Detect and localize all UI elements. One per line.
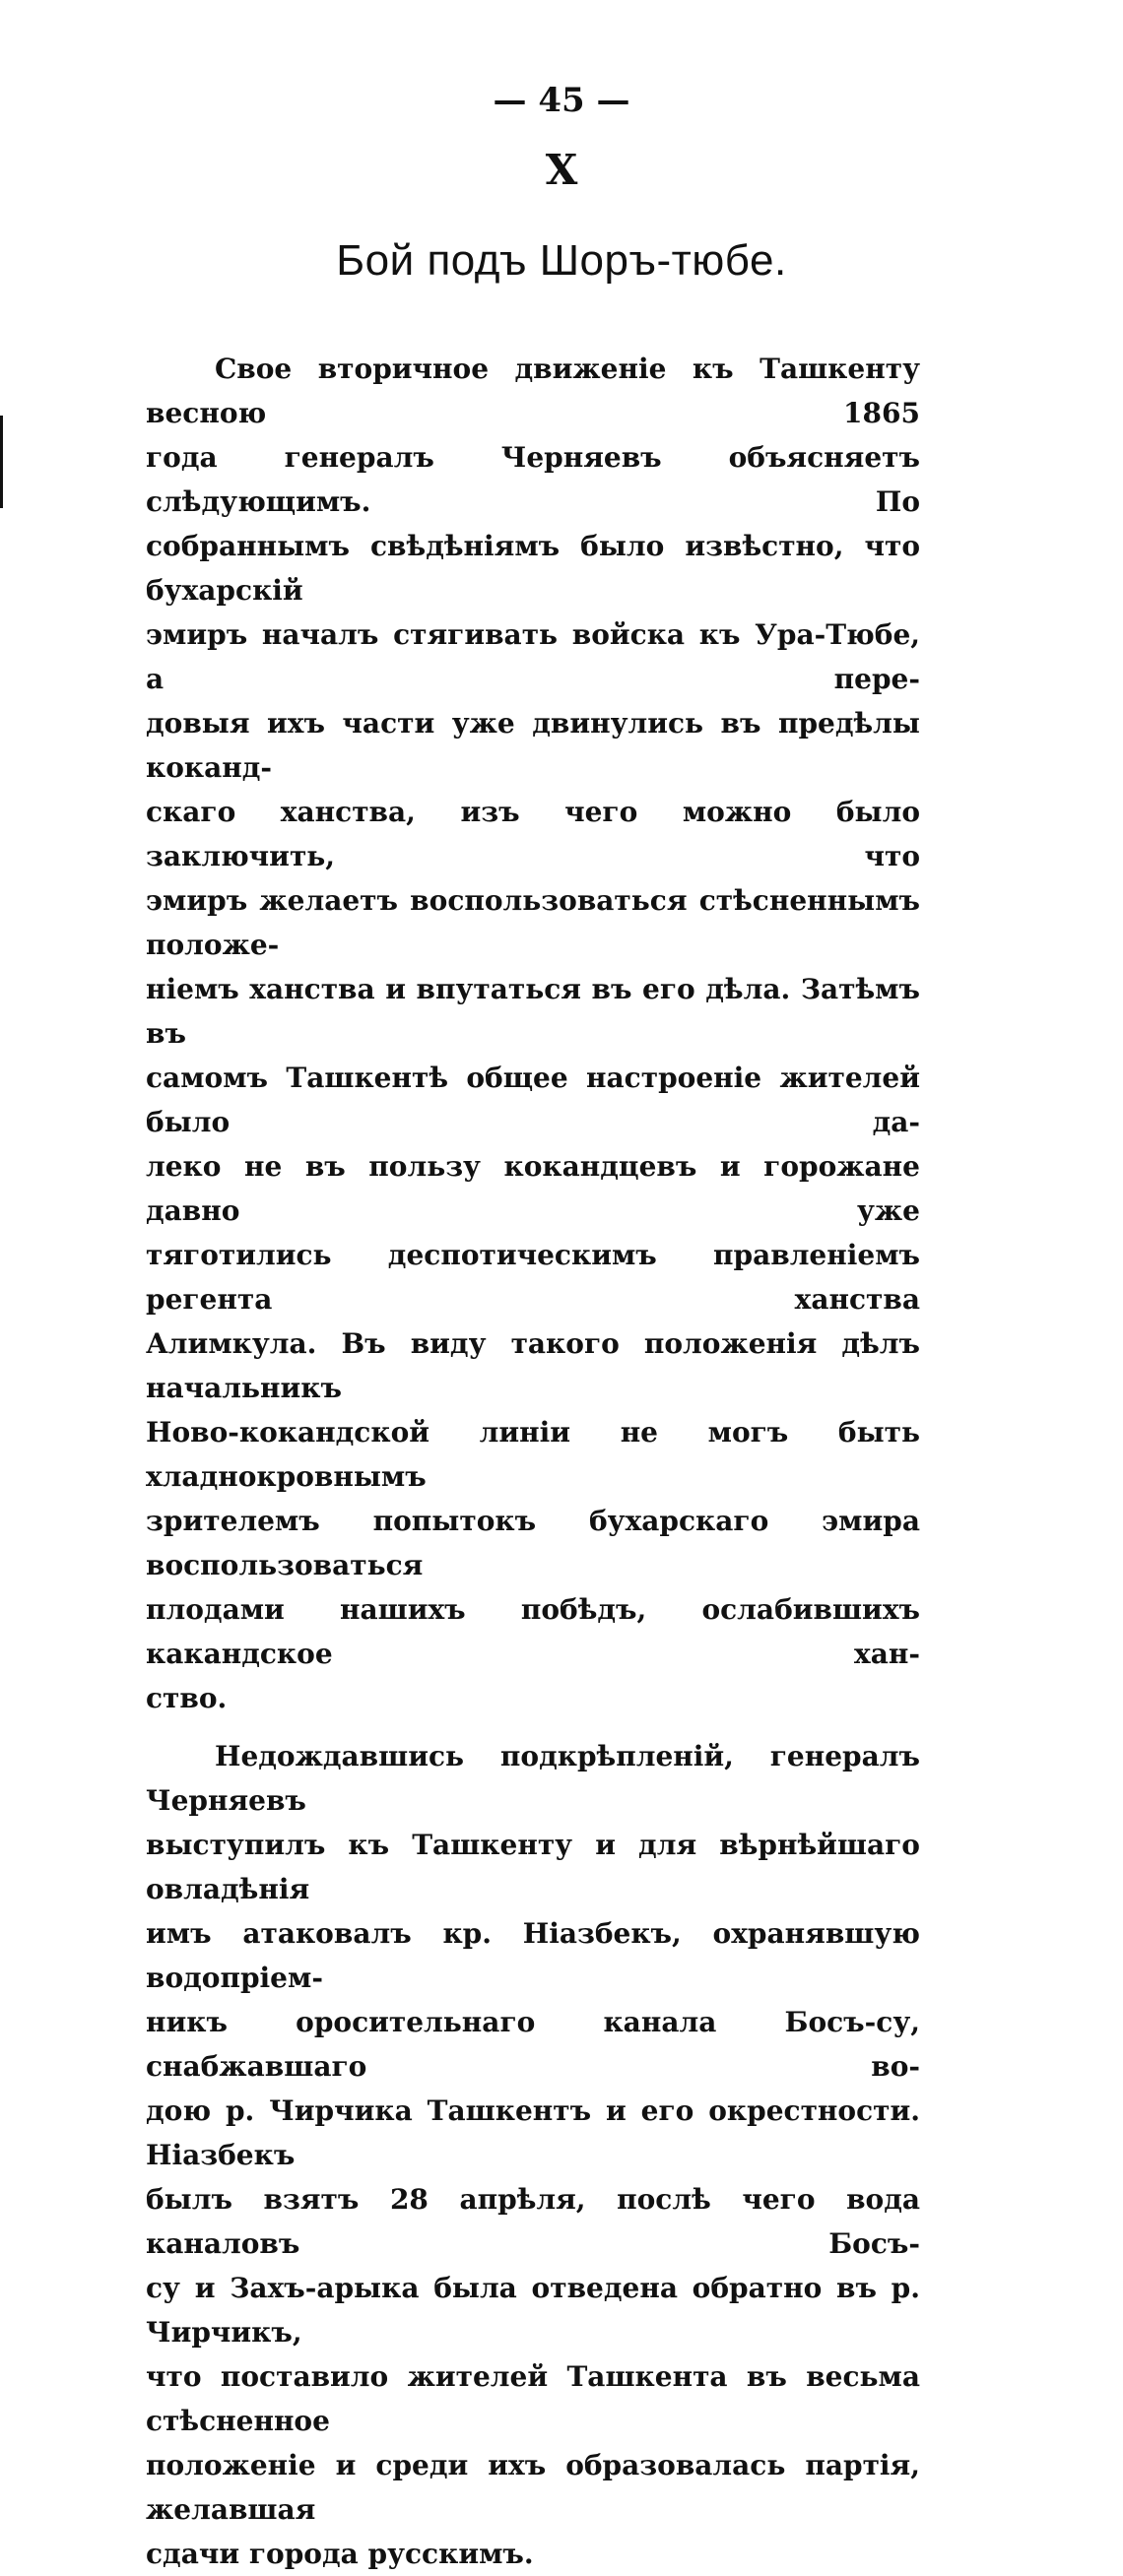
chapter-number: X: [545, 146, 578, 194]
text-line: собраннымъ свѣдѣніямъ было извѣстно, что бухарскій: [146, 530, 920, 607]
text-line: никъ оросительнаго канала Босъ-су, снабжавшаго во-: [146, 2006, 920, 2083]
text-line: Ново-кокандской линіи не могъ быть хладнокровнымъ: [146, 1416, 920, 1493]
paragraph-1: [146, 347, 920, 1720]
text-line: выступилъ къ Ташкенту и для вѣрнѣйшаго овладѣнія: [146, 1829, 920, 1905]
text-line: тяготились деспотическимъ правленіемъ регента ханства: [146, 1239, 920, 1316]
text-line: леко не въ пользу кокандцевъ и горожане давно уже: [146, 1150, 920, 1227]
text-line: довыя ихъ части уже двинулись въ предѣлы коканд-: [146, 707, 920, 784]
text-line: зрителемъ попытокъ бухарскаго эмира воспользоваться: [146, 1505, 920, 1581]
page-number: — 45 —: [493, 81, 630, 120]
text-line: года генералъ Черняевъ объясняетъ слѣдующимъ. По: [146, 441, 920, 518]
text-line: ство.: [146, 1682, 228, 1714]
text-line: самомъ Ташкентѣ общее настроеніе жителей было да-: [146, 1062, 920, 1138]
text-line: ніемъ ханства и впутаться въ его дѣла. Затѣмъ въ: [146, 973, 920, 1050]
text-line: су и Захъ-арыка была отведена обратно въ р. Чирчикъ,: [146, 2272, 920, 2349]
text-line: эмиръ началъ стягивать войска къ Ура-Тюбе, а пере-: [146, 618, 920, 695]
text-line: сдачи города русскимъ.: [146, 2538, 534, 2570]
text-line: плодами нашихъ побѣдъ, ослабившихъ какандское хан-: [146, 1593, 920, 1670]
text-line: былъ взятъ 28 апрѣля, послѣ чего вода каналовъ Босъ-: [146, 2183, 920, 2260]
text-line: что поставило жителей Ташкента въ весьма стѣсненное: [146, 2360, 920, 2437]
chapter-title: Бой подъ Шоръ-тюбе.: [336, 236, 787, 285]
paragraph-2: [146, 1734, 920, 2576]
text-line: эмиръ желаетъ воспользоваться стѣсненнымъ положе-: [146, 884, 920, 961]
text-line: Алимкула. Въ виду такого положенія дѣлъ начальникъ: [146, 1327, 920, 1404]
margin-scan-mark: [0, 416, 3, 508]
text-line: дою р. Чирчика Ташкентъ и его окрестности. Ніазбекъ: [146, 2094, 920, 2171]
text-line: Свое вторичное движеніе къ Ташкенту весною 1865: [146, 353, 920, 429]
text-line: положеніе и среди ихъ образовалась партія, желавшая: [146, 2449, 920, 2526]
text-line: скаго ханства, изъ чего можно было заключить, что: [146, 796, 920, 872]
text-line: имъ атаковалъ кр. Ніазбекъ, охранявшую водопріем-: [146, 1917, 920, 1994]
text-line: Недождавшись подкрѣпленій, генералъ Черняевъ: [146, 1740, 920, 1817]
body-text: [146, 347, 920, 2576]
